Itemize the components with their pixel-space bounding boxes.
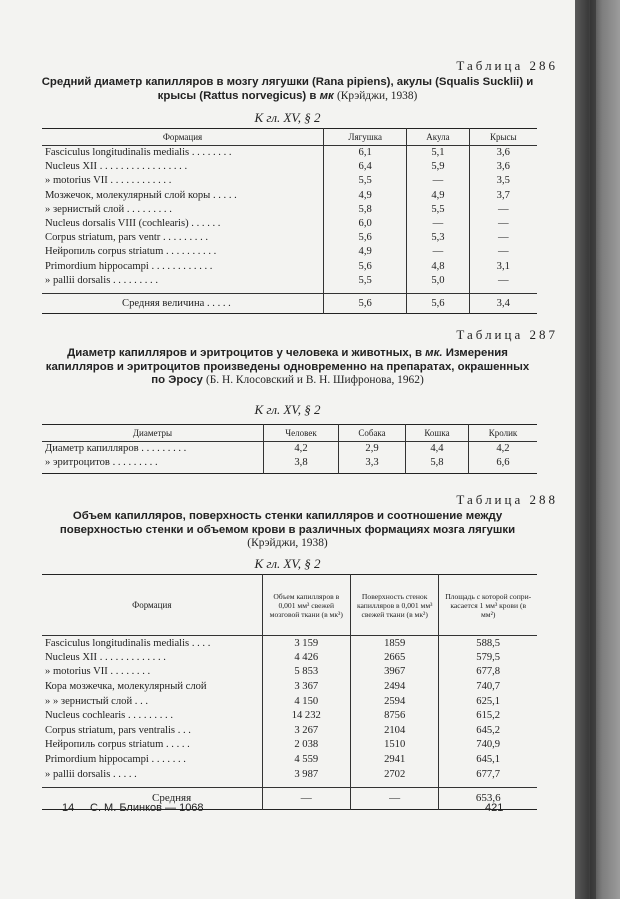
table-288-mean-volume: — <box>262 787 350 809</box>
table-287-header-diameters: Диаметры <box>42 425 264 442</box>
table-287-title-text-1: Диаметр капилляров и эритроцитов у человека и животных, в <box>67 347 422 359</box>
row-value: 645,1 <box>439 752 537 767</box>
row-value: 5,1 <box>407 146 469 160</box>
row-value: 3 267 <box>262 723 350 738</box>
table-row <box>42 146 537 160</box>
row-value: 3 159 <box>262 636 350 651</box>
row-value: 3967 <box>350 665 438 680</box>
row-value: 5,6 <box>324 259 407 273</box>
row-value: 2941 <box>350 752 438 767</box>
row-value: 1510 <box>350 738 438 753</box>
row-value: 2665 <box>350 650 438 665</box>
row-name: » motorius VII . . . . . . . . . . . . <box>45 175 172 187</box>
row-name: Мозжечок, молекулярный слой коры . . . . . <box>45 189 237 201</box>
row-value: 6,6 <box>468 456 537 470</box>
table-row <box>42 694 537 709</box>
table-287-label: Таблица 287 <box>456 327 558 342</box>
table-row <box>42 650 537 665</box>
row-value: — <box>469 216 537 230</box>
row-name: Nucleus dorsalis VIII (cochlearis) . . . . . . <box>45 218 221 230</box>
row-value: 740,9 <box>439 738 537 753</box>
table-286-mean-frog: 5,6 <box>324 293 407 313</box>
row-value: 579,5 <box>439 650 537 665</box>
row-value: 4,9 <box>324 245 407 259</box>
table-286-reference: К гл. XV, § 2 <box>254 110 321 125</box>
table-287-title <box>40 347 535 388</box>
row-value: 5,6 <box>324 231 407 245</box>
row-value: 3,6 <box>469 146 537 160</box>
row-value: 4,9 <box>407 188 469 202</box>
table-286-header-formation: Формация <box>42 129 324 146</box>
row-value: 5,8 <box>324 202 407 216</box>
footer-left-number: 14 <box>62 802 75 814</box>
row-value: 2,9 <box>339 442 406 456</box>
row-value: 2 038 <box>262 738 350 753</box>
row-value: 2104 <box>350 723 438 738</box>
table-286-title <box>40 76 535 103</box>
table-row <box>42 259 537 273</box>
row-value: 3,1 <box>469 259 537 273</box>
row-name: » pallii dorsalis . . . . . <box>45 768 137 780</box>
binding-shadow <box>590 0 596 899</box>
row-name: Nucleus XII . . . . . . . . . . . . . <box>45 651 166 663</box>
row-value: 3,6 <box>469 160 537 174</box>
row-name: Nucleus XII . . . . . . . . . . . . . . . . . <box>45 161 188 173</box>
table-row <box>42 679 537 694</box>
table-288-header-surface: Поверхность стенок капилляров в 0,001 мм³ свежей ткани (в мк²) <box>350 575 438 636</box>
row-value: 5,9 <box>407 160 469 174</box>
table-288-mean-surface: — <box>350 787 438 809</box>
row-name: » motorius VII . . . . . . . . <box>45 666 151 678</box>
row-name: Fasciculus longitudinalis medialis . . . . . . . . <box>45 147 232 159</box>
row-value: 3,5 <box>469 174 537 188</box>
table-row <box>42 202 537 216</box>
row-value: 588,5 <box>439 636 537 651</box>
row-value: 14 232 <box>262 708 350 723</box>
table-288-mean-area: 653,6 <box>439 787 537 809</box>
table-287-header-human: Человек <box>264 425 339 442</box>
table-288-title-text: Объем капилляров, поверхность стенки капилляров и соотношение между поверхностью стенки и объемом крови в различных формациях мозга лягушки <box>59 510 516 536</box>
row-value: 740,7 <box>439 679 537 694</box>
table-row <box>42 767 537 782</box>
table-287-header-dog: Собака <box>339 425 406 442</box>
row-value: 677,8 <box>439 665 537 680</box>
row-value: 4,9 <box>324 188 407 202</box>
row-value: 4 426 <box>262 650 350 665</box>
row-value: — <box>469 231 537 245</box>
row-value: 6,4 <box>324 160 407 174</box>
row-value: — <box>469 245 537 259</box>
row-value: 615,2 <box>439 708 537 723</box>
row-value: 5,3 <box>407 231 469 245</box>
row-value: 3,3 <box>339 456 406 470</box>
table-287-title-unit: мк. <box>425 347 443 359</box>
row-value: 645,2 <box>439 723 537 738</box>
row-value: 6,1 <box>324 146 407 160</box>
row-value: 3 987 <box>262 767 350 782</box>
row-value: 5,5 <box>324 174 407 188</box>
table-286-title-source: (Крэйджи, 1938) <box>336 89 418 102</box>
row-name: Fasciculus longitudinalis medialis . . . . <box>45 637 211 649</box>
row-value: 5,5 <box>407 202 469 216</box>
table-287-title-text-2: Измерения капилляров и эритроцитов произведены одновременно на препаратах, окрашенных по Эросу <box>45 347 530 386</box>
row-name: Диаметр капилляров . . . . . . . . . <box>45 443 187 455</box>
row-value: 2702 <box>350 767 438 782</box>
table-288-header-area: Площадь с которой сопри-касается 1 мм³ крови (в мм²) <box>439 575 537 636</box>
row-name: Corpus striatum, pars ventralis . . . <box>45 724 191 736</box>
table-row <box>42 216 537 230</box>
row-value: 3 367 <box>262 679 350 694</box>
table-286-header-rat: Крысы <box>469 129 537 146</box>
row-value: 3,8 <box>264 456 339 470</box>
row-value: — <box>407 216 469 230</box>
row-value: 8756 <box>350 708 438 723</box>
table-288 <box>42 574 537 810</box>
row-name: » pallii dorsalis . . . . . . . . . <box>45 274 158 286</box>
table-287-header-rabbit: Кролик <box>468 425 537 442</box>
row-name: Нейропиль corpus striatum . . . . . . . . . . <box>45 246 217 258</box>
row-value: 1859 <box>350 636 438 651</box>
row-value: 4 559 <box>262 752 350 767</box>
table-286-title-unit: мк <box>319 89 334 102</box>
row-value: — <box>469 273 537 287</box>
row-name: Primordium hippocampi . . . . . . . . . . . . <box>45 260 213 272</box>
table-286-header-shark: Акула <box>407 129 469 146</box>
table-288-header-formation: Формация <box>42 575 262 636</box>
table-288-header-volume: Объем капилляров в 0,001 мм³ свежей мозговой ткани (в мк³) <box>262 575 350 636</box>
row-name: » » зернистый слой . . . <box>45 695 149 707</box>
row-value: 5,5 <box>324 273 407 287</box>
table-286-mean-label: Средняя величина . . . . . <box>122 297 231 309</box>
row-name: » зернистый слой . . . . . . . . . <box>45 203 172 215</box>
table-286-label: Таблица 286 <box>456 58 558 73</box>
footer-signature: С. М. Блинков — 1068 <box>90 802 204 814</box>
row-name: » эритроцитов . . . . . . . . . <box>45 457 158 468</box>
table-286-mean-rat: 3,4 <box>469 293 537 313</box>
row-value: 4,2 <box>468 442 537 456</box>
row-value: 5,8 <box>406 456 469 470</box>
row-value: 677,7 <box>439 767 537 782</box>
table-288-title <box>40 510 535 551</box>
row-name: Nucleus cochlearis . . . . . . . . . <box>45 710 173 722</box>
row-value: 2594 <box>350 694 438 709</box>
table-288-reference: К гл. XV, § 2 <box>254 556 321 571</box>
row-value: 4 150 <box>262 694 350 709</box>
row-value: — <box>407 174 469 188</box>
row-value: 625,1 <box>439 694 537 709</box>
table-row <box>42 273 537 287</box>
table-row <box>42 188 537 202</box>
row-value: — <box>407 245 469 259</box>
row-value: 3,7 <box>469 188 537 202</box>
table-row <box>42 738 537 753</box>
table-row <box>42 245 537 259</box>
table-286-title-text: Средний диаметр капилляров в мозгу лягушки (Rana pipiens), акулы (Squalis Sucklii) и крысы (Rattus norvegicus) в <box>41 76 534 102</box>
table-287 <box>42 424 537 474</box>
table-row <box>42 708 537 723</box>
table-row <box>42 174 537 188</box>
row-value: 6,0 <box>324 216 407 230</box>
row-name: Primordium hippocampi . . . . . . . <box>45 754 186 766</box>
table-row <box>42 442 537 456</box>
table-286-header-frog: Лягушка <box>324 129 407 146</box>
table-row <box>42 723 537 738</box>
row-value: 4,4 <box>406 442 469 456</box>
row-name: Кора мозжечка, молекулярный слой <box>45 681 207 693</box>
row-value: 5,0 <box>407 273 469 287</box>
row-value: 5 853 <box>262 665 350 680</box>
table-row <box>42 752 537 767</box>
table-row <box>42 665 537 680</box>
table-287-title-source: (Б. Н. Клосовский и В. Н. Шифронова, 1962) <box>205 374 424 386</box>
table-286 <box>42 128 537 314</box>
table-287-reference: К гл. XV, § 2 <box>254 402 321 417</box>
table-288-mean-label: Средняя <box>152 792 192 805</box>
row-value: — <box>469 202 537 216</box>
table-287-header-cat: Кошка <box>406 425 469 442</box>
table-row <box>42 636 537 651</box>
row-name: Нейропиль corpus striatum . . . . . <box>45 739 190 751</box>
row-value: 2494 <box>350 679 438 694</box>
table-288-label: Таблица 288 <box>456 492 558 507</box>
table-286-mean-shark: 5,6 <box>407 293 469 313</box>
table-row <box>42 160 537 174</box>
row-value: 4,8 <box>407 259 469 273</box>
footer-page-number: 421 <box>485 802 504 814</box>
table-288-title-source: (Крэйджи, 1938) <box>247 537 328 549</box>
table-row <box>42 231 537 245</box>
row-name: Corpus striatum, pars ventr . . . . . . . . . <box>45 232 209 244</box>
page-edge-shadow <box>575 0 620 899</box>
row-value: 4,2 <box>264 442 339 456</box>
table-row <box>42 456 537 470</box>
